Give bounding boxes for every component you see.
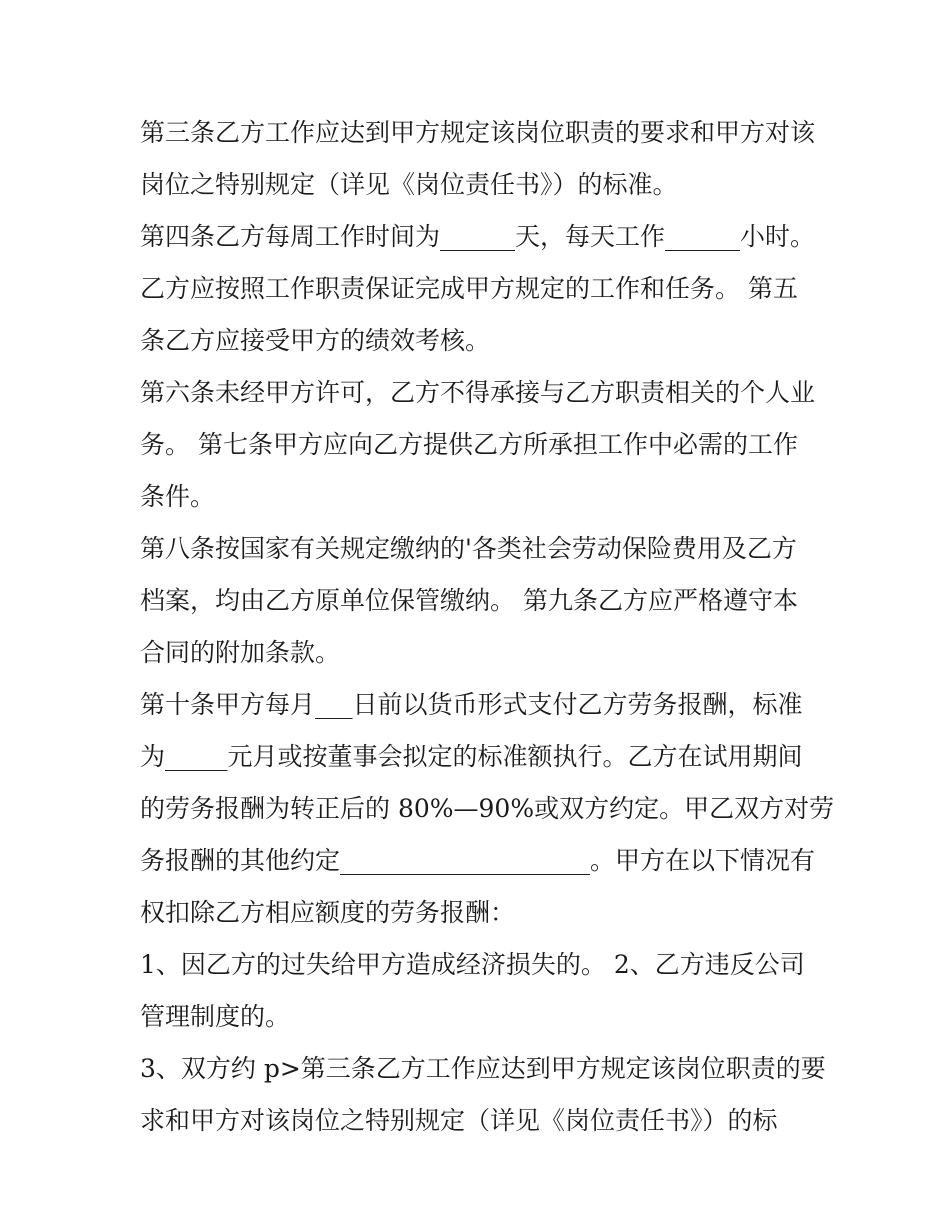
text-line: 第十条甲方每月___日前以货币形式支付乙方劳务报酬，标准 <box>140 690 803 719</box>
text-line: 条乙方应接受甲方的绩效考核。 <box>140 326 491 355</box>
text-line: 条件。 <box>140 482 216 511</box>
text-line: 务报酬的其他约定____________________。甲方在以下情况有 <box>140 846 816 875</box>
text-line: 档案，均由乙方原单位保管缴纳。 第九条乙方应严格遵守本 <box>140 586 798 615</box>
text-line: 管理制度的。 <box>140 1002 291 1031</box>
text-line: 第六条未经甲方许可，乙方不得承接与乙方职责相关的个人业 <box>140 378 816 407</box>
text-line: 3、双方约 p>第三条乙方工作应达到甲方规定该岗位职责的要 <box>140 1054 826 1083</box>
text-line: 岗位之特别规定（详见《岗位责任书》）的标准。 <box>140 170 678 199</box>
text-line: 第八条按国家有关规定缴纳的'各类社会劳动保险费用及乙方 <box>140 534 797 563</box>
text-line: 1、因乙方的过失给甲方造成经济损失的。 2、乙方违反公司 <box>140 950 805 979</box>
text-line: 乙方应按照工作职责保证完成甲方规定的工作和任务。 第五 <box>140 274 798 303</box>
text-line: 第四条乙方每周工作时间为______天，每天工作______小时。 <box>140 222 816 251</box>
text-line: 的劳务报酬为转正后的 80%—90%或双方约定。甲乙双方对劳 <box>140 794 835 823</box>
text-line: 为_____元月或按董事会拟定的标准额执行。乙方在试用期间 <box>140 742 803 771</box>
text-line: 合同的附加条款。 <box>140 638 341 667</box>
text-line: 第三条乙方工作应达到甲方规定该岗位职责的要求和甲方对该 <box>140 118 816 147</box>
text-line: 求和甲方对该岗位之特别规定（详见《岗位责任书》）的标 <box>140 1106 778 1135</box>
contract-text <box>140 107 835 1147</box>
text-line: 务。 第七条甲方应向乙方提供乙方所承担工作中必需的工作 <box>140 430 798 459</box>
text-line: 权扣除乙方相应额度的劳务报酬： <box>140 898 516 927</box>
